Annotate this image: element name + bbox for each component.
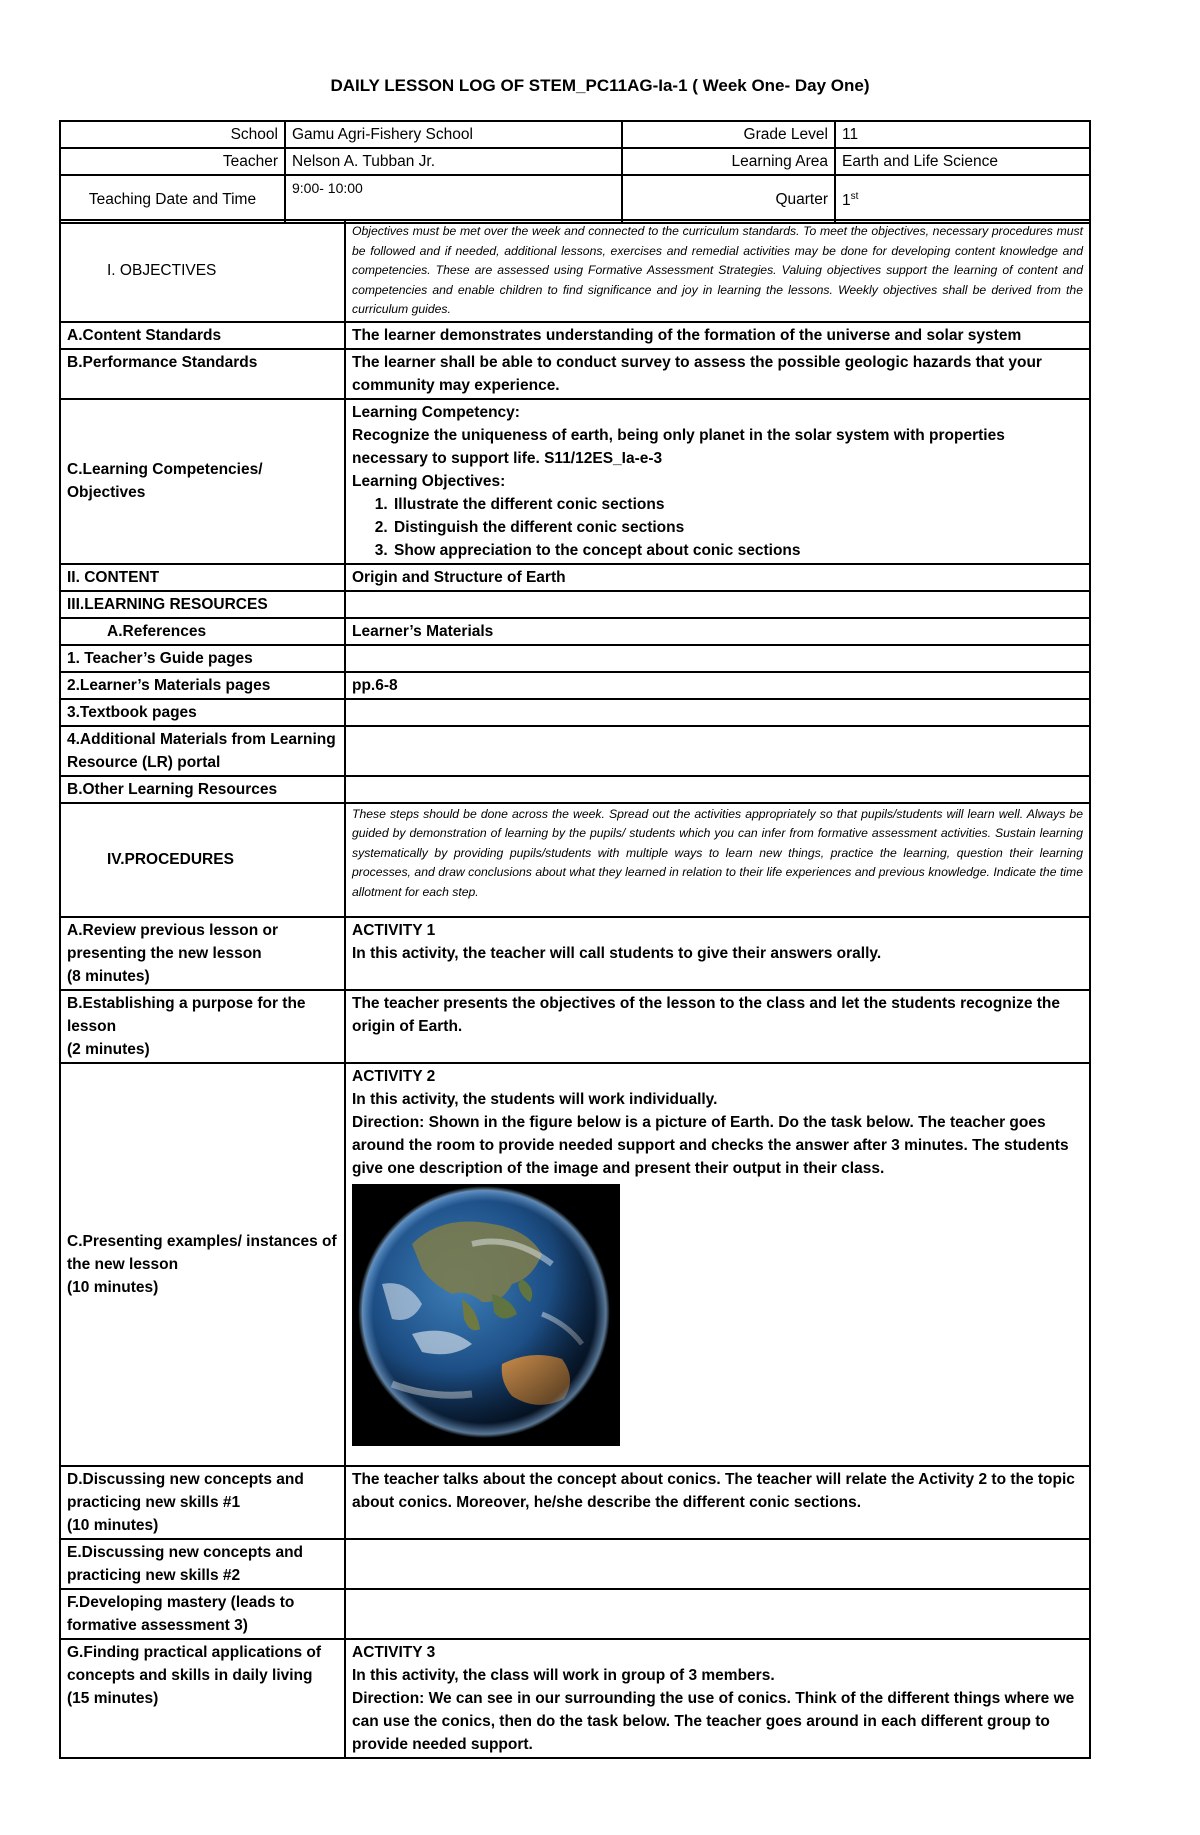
page-title: DAILY LESSON LOG OF STEM_PC11AG-Ia-1 ( Week One- Day One) [330,76,870,95]
quarter-number: 1 [842,192,851,210]
header-table [59,120,1091,224]
quarter-suffix: st [850,191,859,203]
performance-standards-label: B.Performance Standards [60,349,345,399]
objectives-note: Objectives must be met over the week and connected to the curriculum standards. To meet the objectives, necessary procedures must be followed and if needed, additional lessons, exercises and remedial activities may be done for developing content knowledge and competencies. These are assessed using Formative Assessment Strategies. Valuing objectives support the learning of content and competencies and enable children to find significance and joy in learning the lessons. Weekly objectives shall be derived from the curriculum guides. [345,220,1090,322]
references-value: Learner’s Materials [345,618,1090,645]
procedure-g-title: G.Finding practical applications of concepts and skills in daily living [67,1643,322,1684]
textbook-value [345,699,1090,726]
school-value: Gamu Agri-Fishery School [285,121,622,148]
references-label: A.References [60,618,345,645]
activity-2-heading: ACTIVITY 2 [352,1067,436,1085]
procedure-c-line1: In this activity, the students will work individually. [352,1090,718,1108]
performance-standards-value: The learner shall be able to conduct survey to assess the possible geologic hazards that your community may experience. [345,349,1090,399]
procedure-g-direction [352,1687,1083,1756]
textbook-label: 3.Textbook pages [60,699,345,726]
procedure-a-cell [345,917,1090,990]
procedure-b-time: (2 minutes) [67,1040,150,1058]
direction-text: Shown in the figure below is a picture of Earth. Do the task below. The teacher goes around the room to provide needed support and checks the answer after 3 minutes. The students give one description of the image and present their output in their class. [352,1113,1069,1177]
competencies-label: C.Learning Competencies/ Objectives [60,399,345,564]
procedure-a-title: A.Review previous lesson or presenting the new lesson [67,921,279,962]
procedure-e-label: E.Discussing new concepts and practicing new skills #2 [60,1539,345,1589]
quarter-value [835,175,1090,223]
learners-materials-value: pp.6-8 [345,672,1090,699]
teachers-guide-value [345,645,1090,672]
procedure-g-cell [345,1639,1090,1758]
procedures-note: These steps should be done across the week. Spread out the activities appropriately so that pupils/students will learn well. Always be guided by demonstration of learning by the pupils/ students which you can infer from formative assessment activities. Sustain learning systematically by providing pupils/students with multiple ways to learn new things, practice the learning, question their learning processes, and draw conclusions about what they learned in relation to their life experiences and previous knowledge. Indicate the time allotment for each step. [345,803,1090,917]
activity-1-heading: ACTIVITY 1 [352,921,436,939]
area-label: Learning Area [622,148,835,175]
lesson-table [59,219,1091,1759]
content-standards-label: A.Content Standards [60,322,345,349]
list-item: 3. Show appreciation to the concept about conic sections [392,539,1083,562]
procedure-a-text: In this activity, the teacher will call students to give their answers orally. [352,944,882,962]
procedure-d-title: D.Discussing new concepts and practicing new skills #1 [67,1470,304,1511]
procedure-a-label [60,917,345,990]
learning-objectives-list [352,493,1083,562]
area-value: Earth and Life Science [835,148,1090,175]
school-label: School [60,121,285,148]
list-item: 2. Distinguish the different conic sections [392,516,1083,539]
procedure-b-label [60,990,345,1063]
procedure-c-title: C.Presenting examples/ instances of the new lesson [67,1232,337,1273]
quarter-label: Quarter [622,175,835,223]
procedure-c-label [60,1063,345,1466]
procedure-c-cell [345,1063,1090,1466]
content-value: Origin and Structure of Earth [345,564,1090,591]
direction-label: Direction: [352,1113,425,1131]
competencies-cell [345,399,1090,564]
content-standards-value: The learner demonstrates understanding of the formation of the universe and solar system [345,322,1090,349]
activity-3-heading: ACTIVITY 3 [352,1643,436,1661]
procedure-c-time: (10 minutes) [67,1278,159,1296]
resources-value [345,591,1090,618]
procedure-g-label [60,1639,345,1758]
procedure-d-label [60,1466,345,1539]
additional-materials-value [345,726,1090,776]
other-resources-label: B.Other Learning Resources [60,776,345,803]
procedure-c-direction [352,1111,1083,1180]
content-label: II. CONTENT [60,564,345,591]
competency-text: Recognize the uniqueness of earth, being only planet in the solar system with properties necessary to support life. S11/12ES_Ia-e-3 [352,426,1005,467]
teacher-label: Teacher [60,148,285,175]
teacher-value: Nelson A. Tubban Jr. [285,148,622,175]
procedure-a-time: (8 minutes) [67,967,150,985]
procedure-g-time: (15 minutes) [67,1689,159,1707]
date-value: 9:00- 10:00 [285,175,622,223]
competency-heading: Learning Competency: [352,403,520,421]
learning-objectives-heading: Learning Objectives: [352,472,506,490]
procedure-b-text: The teacher presents the objectives of the lesson to the class and let the students recognize the origin of Earth. [345,990,1090,1063]
procedure-d-time: (10 minutes) [67,1516,159,1534]
grade-value: 11 [835,121,1090,148]
procedures-label: IV.PROCEDURES [60,803,345,917]
procedure-e-text [345,1539,1090,1589]
learners-materials-label: 2.Learner’s Materials pages [60,672,345,699]
teachers-guide-label: 1. Teacher’s Guide pages [60,645,345,672]
list-item: 1. Illustrate the different conic sections [392,493,1083,516]
procedure-g-line1: In this activity, the class will work in group of 3 members. [352,1666,775,1684]
direction-label: Direction: [352,1689,425,1707]
date-label: Teaching Date and Time [60,175,285,223]
procedure-f-text [345,1589,1090,1639]
procedure-f-label: F.Developing mastery (leads to formative assessment 3) [60,1589,345,1639]
procedure-b-title: B.Establishing a purpose for the lesson [67,994,306,1035]
objectives-label: I. OBJECTIVES [60,220,345,322]
grade-label: Grade Level [622,121,835,148]
direction-text: We can see in our surrounding the use of conics. Think of the different things where we can use the conics, then do the task below. The teacher goes around in each different group to provide needed support. [352,1689,1075,1753]
earth-image [352,1184,620,1446]
other-resources-value [345,776,1090,803]
additional-materials-label: 4.Additional Materials from Learning Resource (LR) portal [60,726,345,776]
resources-label: III.LEARNING RESOURCES [60,591,345,618]
procedure-d-text: The teacher talks about the concept about conics. The teacher will relate the Activity 2 to the topic about conics. Moreover, he/she describe the different conic sections. [345,1466,1090,1539]
